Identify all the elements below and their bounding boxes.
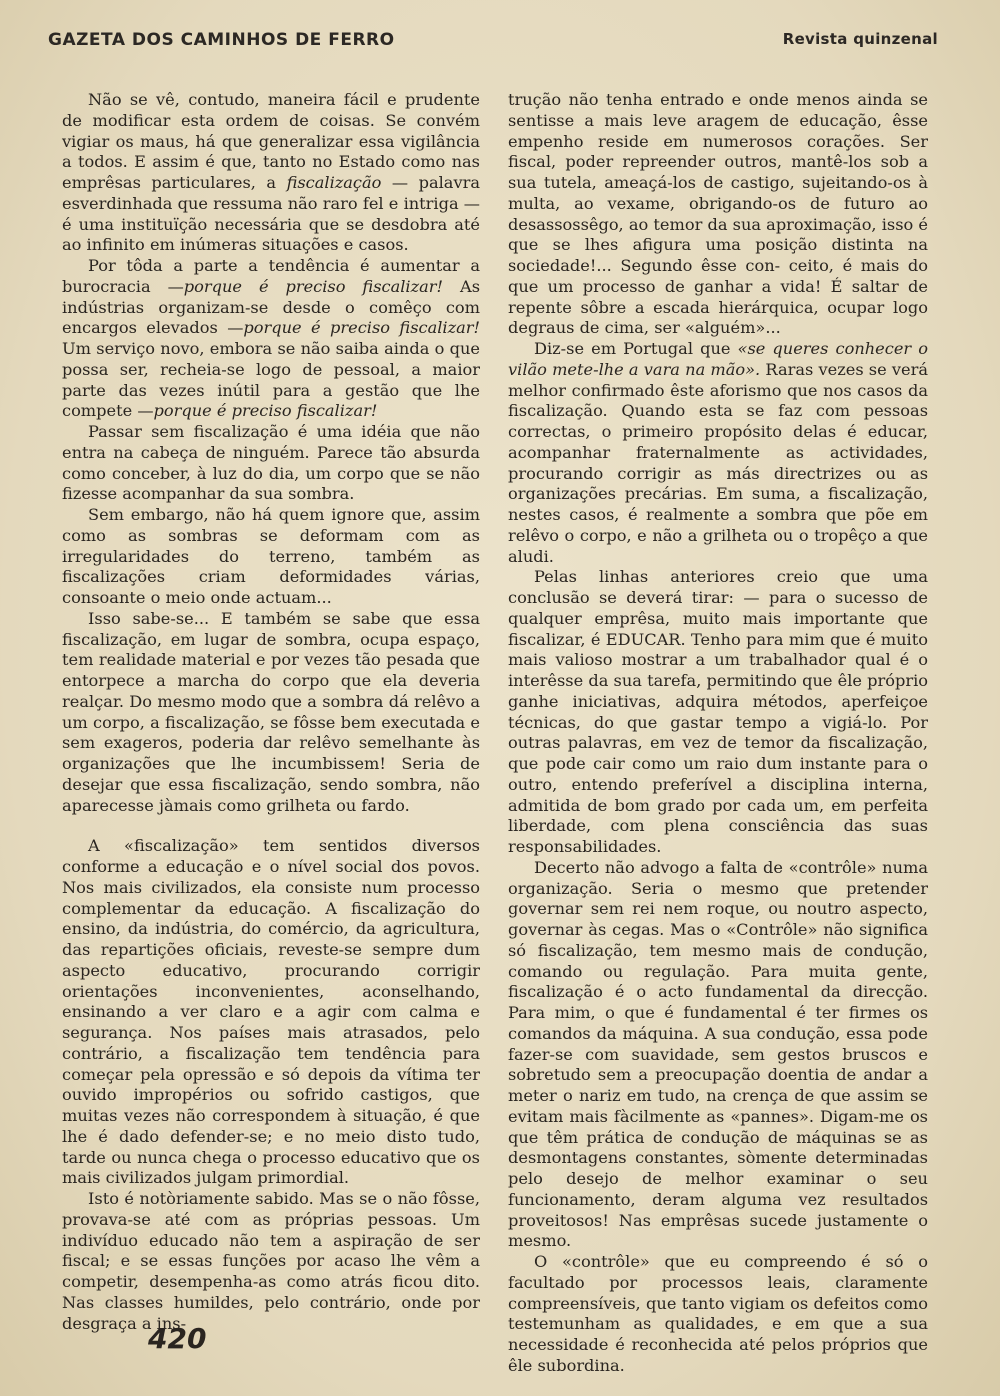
paragraph: Isso sabe-se... E também se sabe que essa fiscalização, em lugar de sombra, ocupa espaço, tem realidade material e por vezes tão pesada que entorpece a marcha do corpo que ela deveria realçar. Do mesmo modo que a sombra dá relêvo a um corpo, a fiscalização, se fôsse bem executada e sem exageros, poderia dar relêvo semelhante às organizações que lhe incumbissem! Seria de desejar que essa fiscalização, sendo sombra, não aparecesse jàmais como grilheta ou fardo. bbox=[62, 608, 480, 815]
emphasis: fiscalização bbox=[286, 173, 382, 192]
paragraph: Pelas linhas anteriores creio que uma conclusão se deverá tirar: — para o sucesso de qualquer emprêsa, muito mais importante que fiscalizar, é EDUCAR. Tenho para mim que é muito mais valioso mostrar a um trabalhador qual é o interêsse da sua tarefa, permitindo que êle próprio ganhe iniciativas, adquira métodos, aperfeiçoe técnicas, do que gastar tempo a vigiá-lo. Por outras palavras, em vez de temor da fiscalização, que pode cair como um raio dum instante para o outro, entendo preferível a disciplina interna, admitida de bom grado por cada um, em perfeita liberdade, com plena consciência das suas responsabilidades. bbox=[508, 567, 928, 856]
paragraph: Diz-se em Portugal que «se queres conhecer o vilão mete-lhe a vara na mão». Raras vezes se verá melhor confirmado êste aforismo que nos casos da fiscalização. Quando esta se faz com pessoas correctas, o primeiro propósito delas é educar, acompanhar fraternalmente as actividades, procurando corrigir as más directrizes ou as organizações precárias. Em suma, a fiscalização, nestes casos, é realmente a sombra que põe em relêvo o corpo, e não a grilheta ou o tropêço a que aludi. bbox=[508, 339, 928, 566]
journal-subtitle: Revista quinzenal bbox=[782, 30, 938, 48]
paragraph: Por tôda a parte a tendência é aumentar a burocracia —porque é preciso fiscalizar! As indústrias organizam-se desde o comêço com encargos elevados —porque é preciso fiscalizar! Um serviço novo, embora se não saiba ainda o que possa ser, recheia-se logo de pessoal, a maior parte das vezes inútil para a gestão que lhe compete —porque é preciso fiscalizar! bbox=[62, 256, 480, 421]
paragraph: Passar sem fiscalização é uma idéia que não entra na cabeça de ninguém. Parece tão absurda como conceber, à luz do dia, um corpo que se não fizesse acompanhar da sua sombra. bbox=[62, 422, 480, 504]
journal-title: GAZETA DOS CAMINHOS DE FERRO bbox=[48, 30, 395, 50]
paragraph: Sem embargo, não há quem ignore que, assim como as sombras se deformam com as irregularidades do terreno, também as fiscalizações criam deformidades várias, consoante o meio onde actuam... bbox=[62, 505, 480, 607]
emphasis: «se queres conhecer o vilão mete-lhe a vara na mão». bbox=[508, 339, 928, 379]
page-number: 420 bbox=[148, 1322, 207, 1355]
paragraph: Decerto não advogo a falta de «contrôle» numa organização. Seria o mesmo que pretender governar sem rei nem roque, ou noutro aspecto, governar às cegas. Mas o «Contrôle» não significa só fiscalização, tem mesmo mais de condução, comando ou regulação. Para muita gente, fiscalização é o acto fundamental da direcção. Para mim, o que é fundamental é ter firmes os comandos da máquina. A sua condução, essa pode fazer-se com suavidade, sem gestos bruscos e sobretudo sem a preocupação doentia de andar a meter o nariz em tudo, na crença de que assim se evitam mais fàcilmente as «pannes». Digam-me os que têm prática de condução de máquinas se as desmontagens constantes, sòmente determinadas pelo desejo de melhor examinar o seu funcionamento, deram alguma vez resultados proveitosos! Nas emprêsas sucede justamente o mesmo. bbox=[508, 857, 928, 1251]
running-header bbox=[48, 30, 938, 56]
paragraph: trução não tenha entrado e onde menos ainda se sentisse a mais leve aragem de educação, êsse empenho reside em numerosos corações. Ser fiscal, poder repreender outros, mantê-los sob a sua tutela, ameaçá-los de castigo, sujeitando-os à multa, ao vexame, obrigando-os de futuro ao desassossêgo, ao temor da sua aproximação, isso é que se lhes afigura uma posição distinta na sociedade!... Segundo êsse con- ceito, é mais do que um processo de ganhar a vida! É saltar de repente sôbre a escada hierárquica, ocupar logo degraus de cima, ser «alguém»... bbox=[508, 90, 928, 338]
paragraph: Não se vê, contudo, maneira fácil e prudente de modificar esta ordem de coisas. Se convém vigiar os maus, há que generalizar essa vigilância a todos. E assim é que, tanto no Estado como nas emprêsas particulares, a fiscalização — palavra esverdinhada que ressuma não raro fel e intriga — é uma instituïção necessária que se desdobra até ao infinito em inúmeras situações e casos. bbox=[62, 90, 480, 255]
paragraph: A «fiscalização» tem sentidos diversos conforme a educação e o nível social dos povos. Nos mais civilizados, ela consiste num processo complementar da educação. A fiscalização do ensino, da indústria, do comércio, da agricultura, das repartições oficiais, reveste-se sempre dum aspecto educativo, procurando corrigir orientações inconvenientes, aconselhando, ensinando a ver claro e a agir com calma e segurança. Nos países mais atrasados, pelo contrário, a fiscalização tem tendência para começar pela opressão e só depois da vítima ter ouvido impropérios ou sofrido castigos, que muitas vezes não correspondem à situação, é que lhe é dado defender-se; e no meio disto tudo, tarde ou nunca chega o processo educativo que os mais civilizados julgam primordial. bbox=[62, 836, 480, 1188]
emphasis: porque é preciso fiscalizar! bbox=[183, 276, 444, 296]
paragraph: O «contrôle» que eu compreendo é só o facultado por processos leais, claramente compreensíveis, que tanto vigiam os defeitos como testemunham as qualidades, e em que a sua necessidade é reconhecida até pelos próprios que êle subordina. bbox=[508, 1252, 928, 1375]
right-column bbox=[508, 90, 928, 1377]
emphasis: porque é preciso fiscalizar! bbox=[153, 401, 378, 421]
left-column bbox=[62, 90, 480, 1334]
emphasis: porque é preciso fiscalizar! bbox=[243, 318, 480, 338]
paragraph: Isto é notòriamente sabido. Mas se o não fôsse, provava-se até com as próprias pessoas. Um indivíduo educado não tem a aspiração de ser fiscal; e se essas funções por acaso lhe vêm a competir, desempenha-as como atrás ficou dito. Nas classes humildes, pelo contrário, onde por desgraça a ins- bbox=[62, 1189, 480, 1333]
